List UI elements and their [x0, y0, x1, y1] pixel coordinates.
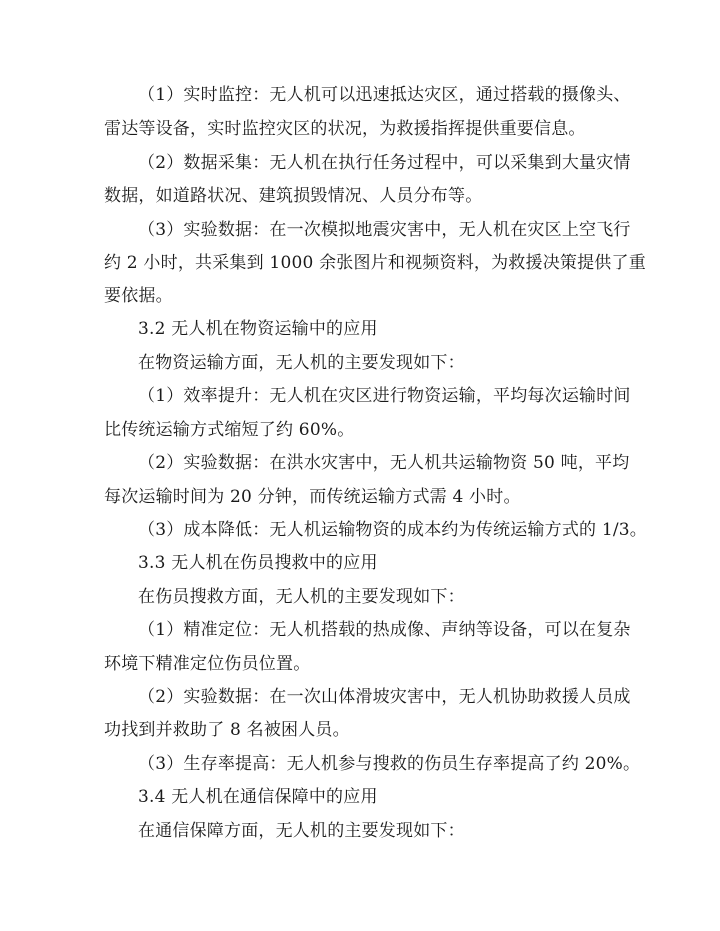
- text-line: （1）精准定位：无人机搭载的热成像、声纳等设备，可以在复杂: [138, 620, 631, 640]
- text-line: （3）实验数据：在一次模拟地震灾害中，无人机在灾区上空飞行: [138, 220, 631, 240]
- text-line: 要依据。: [104, 286, 173, 306]
- text-line: 环境下精准定位伤员位置。: [104, 654, 311, 674]
- text-line: 数据，如道路状况、建筑损毁情况、人员分布等。: [104, 186, 483, 206]
- section-heading: 3.2 无人机在物资运输中的应用: [138, 319, 378, 339]
- section-heading: 3.4 无人机在通信保障中的应用: [138, 787, 378, 807]
- text-line: 在物资运输方面，无人机的主要发现如下：: [138, 353, 465, 373]
- text-line: 雷达等设备，实时监控灾区的状况，为救援指挥提供重要信息。: [104, 119, 586, 139]
- text-line: 每次运输时间为 20 分钟，而传统运输方式需 4 小时。: [104, 487, 521, 507]
- text-line: （1）效率提升：无人机在灾区进行物资运输，平均每次运输时间: [138, 386, 631, 406]
- text-line: （3）成本降低：无人机运输物资的成本约为传统运输方式的 1/3。: [138, 520, 647, 540]
- text-line: 约 2 小时，共采集到 1000 余张图片和视频资料，为救援决策提供了重: [104, 253, 646, 273]
- text-line: 功找到并救助了 8 名被困人员。: [104, 720, 350, 740]
- text-line: 在伤员搜救方面，无人机的主要发现如下：: [138, 587, 465, 607]
- text-line: （1）实时监控：无人机可以迅速抵达灾区，通过搭载的摄像头、: [138, 85, 631, 105]
- text-line: （2）实验数据：在洪水灾害中，无人机共运输物资 50 吨，平均: [138, 453, 630, 473]
- text-line: （2）数据采集：无人机在执行任务过程中，可以采集到大量灾情: [138, 153, 631, 173]
- text-line: 在通信保障方面，无人机的主要发现如下：: [138, 821, 465, 841]
- text-line: （2）实验数据：在一次山体滑坡灾害中，无人机协助救援人员成: [138, 687, 631, 707]
- section-heading: 3.3 无人机在伤员搜救中的应用: [138, 553, 378, 573]
- text-line: 比传统运输方式缩短了约 60%。: [104, 420, 355, 440]
- text-line: （3）生存率提高：无人机参与搜救的伤员生存率提高了约 20%。: [138, 754, 641, 774]
